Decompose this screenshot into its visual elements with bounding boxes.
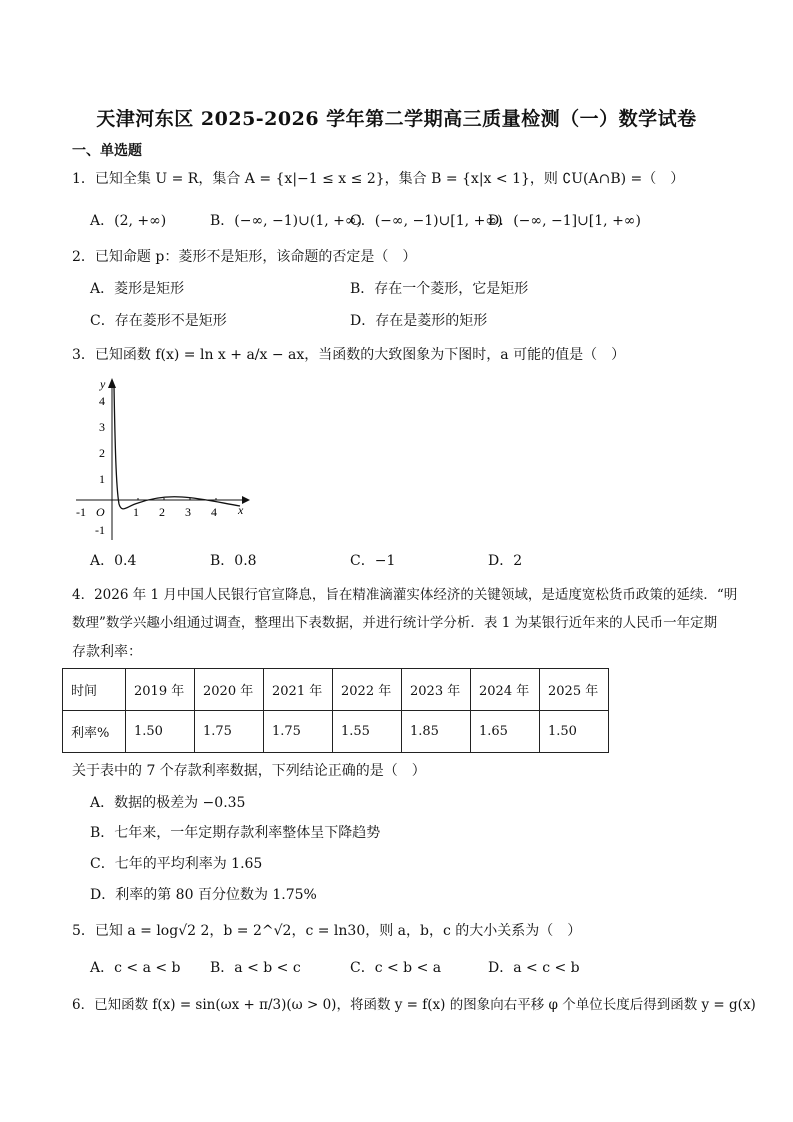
q5-option-d[interactable]: D．a < c < b <box>488 960 580 976</box>
q2-option-a[interactable]: A．菱形是矩形 <box>90 281 185 297</box>
table-header-cell: 2022 年 <box>333 669 402 711</box>
y-axis-label: y <box>100 377 106 391</box>
function-curve <box>114 386 240 509</box>
y-tick-3: 3 <box>99 420 105 434</box>
q4-stem-line3: 存款利率： <box>72 644 142 660</box>
q1-option-a[interactable]: A．(2, +∞) <box>90 213 167 229</box>
y-axis-arrow <box>108 378 116 388</box>
q4-option-c[interactable]: C．七年的平均利率为 1.65 <box>90 856 263 872</box>
q6-stem: 6．已知函数 f(x) = sin(ωx + π/3)(ω > 0)，将函数 y = f(x) 的图象向右平移 φ 个单位长度后得到函数 y = g(x) <box>72 997 756 1013</box>
q1-option-b[interactable]: B．(−∞, −1)∪(1, +∞) <box>210 213 362 229</box>
table-row <box>63 711 609 753</box>
q5-option-b[interactable]: B．a < b < c <box>210 960 301 976</box>
q3-stem: 3．已知函数 f(x) = ln x + a/x − ax，当函数的大致图象为下图时，a 可能的值是（ ） <box>72 347 626 363</box>
y-tick-neg1: -1 <box>95 523 105 537</box>
q2-option-d[interactable]: D．存在是菱形的矩形 <box>350 313 488 329</box>
origin-label: O <box>96 505 105 519</box>
exam-title: 天津河东区 2025-2026 学年第二学期高三质量检测（一）数学试卷 <box>96 108 697 130</box>
table-header-cell: 2023 年 <box>402 669 471 711</box>
x-axis-label: x <box>238 503 244 517</box>
q3-option-c[interactable]: C．−1 <box>350 553 396 569</box>
table-cell: 1.65 <box>471 711 540 753</box>
q5-option-a[interactable]: A．c < a < b <box>90 960 181 976</box>
q3-function-graph <box>72 372 252 544</box>
q1-stem: 1．已知全集 U = R，集合 A = {x|−1 ≤ x ≤ 2}，集合 B = {x|x < 1}，则 ∁U(A∩B) =（ ） <box>72 171 685 187</box>
table-cell: 1.75 <box>195 711 264 753</box>
q4-stem-line2: 数理”数学兴趣小组通过调查，整理出下表数据，并进行统计学分析．表 1 为某银行近年来的人民币一年定期 <box>72 615 718 631</box>
table-header-cell: 2025 年 <box>540 669 609 711</box>
q3-option-b[interactable]: B．0.8 <box>210 553 257 569</box>
y-tick-1: 1 <box>99 472 105 486</box>
table-cell: 1.85 <box>402 711 471 753</box>
q1-option-d[interactable]: D．(−∞, −1]∪[1, +∞) <box>488 213 641 229</box>
q4-question: 关于表中的 7 个存款利率数据，下列结论正确的是（ ） <box>72 763 426 779</box>
table-header-cell: 2020 年 <box>195 669 264 711</box>
x-tick-2: 2 <box>159 505 165 519</box>
table-header-row <box>63 669 609 711</box>
table-cell: 利率% <box>63 711 126 753</box>
y-tick-4: 4 <box>99 394 105 408</box>
table-cell: 1.55 <box>333 711 402 753</box>
table-cell: 1.75 <box>264 711 333 753</box>
q4-option-a[interactable]: A．数据的极差为 −0.35 <box>90 795 246 811</box>
table-header-cell: 2021 年 <box>264 669 333 711</box>
x-tick-3: 3 <box>185 505 191 519</box>
table-header-cell: 2019 年 <box>126 669 195 711</box>
x-tick-1: 1 <box>133 505 139 519</box>
q2-stem: 2．已知命题 p：菱形不是矩形，该命题的否定是（ ） <box>72 249 417 265</box>
table-header-cell: 2024 年 <box>471 669 540 711</box>
q1-option-c[interactable]: C．(−∞, −1)∪[1, +∞) <box>350 213 503 229</box>
x-tick-4: 4 <box>211 505 217 519</box>
table-header-cell: 时间 <box>63 669 126 711</box>
x-tick-neg1: -1 <box>76 505 86 519</box>
q2-option-c[interactable]: C．存在菱形不是矩形 <box>90 313 227 329</box>
q3-option-a[interactable]: A．0.4 <box>90 553 137 569</box>
section-heading: 一、单选题 <box>72 143 142 159</box>
table-cell: 1.50 <box>540 711 609 753</box>
y-tick-2: 2 <box>99 446 105 460</box>
q4-stem-line1: 4．2026 年 1 月中国人民银行官宣降息，旨在精准滴灌实体经济的关键领域，是适度宽松货币政策的延续．“明 <box>72 587 738 603</box>
table-cell: 1.50 <box>126 711 195 753</box>
q2-option-b[interactable]: B．存在一个菱形，它是矩形 <box>350 281 529 297</box>
q4-option-b[interactable]: B．七年来，一年定期存款利率整体呈下降趋势 <box>90 825 381 841</box>
q4-option-d[interactable]: D．利率的第 80 百分位数为 1.75% <box>90 887 317 903</box>
q5-stem: 5．已知 a = log√2 2，b = 2^√2，c = ln30，则 a，b，c 的大小关系为（ ） <box>72 923 582 939</box>
q3-option-d[interactable]: D．2 <box>488 553 523 569</box>
q5-option-c[interactable]: C．c < b < a <box>350 960 442 976</box>
interest-rate-table <box>62 668 609 753</box>
